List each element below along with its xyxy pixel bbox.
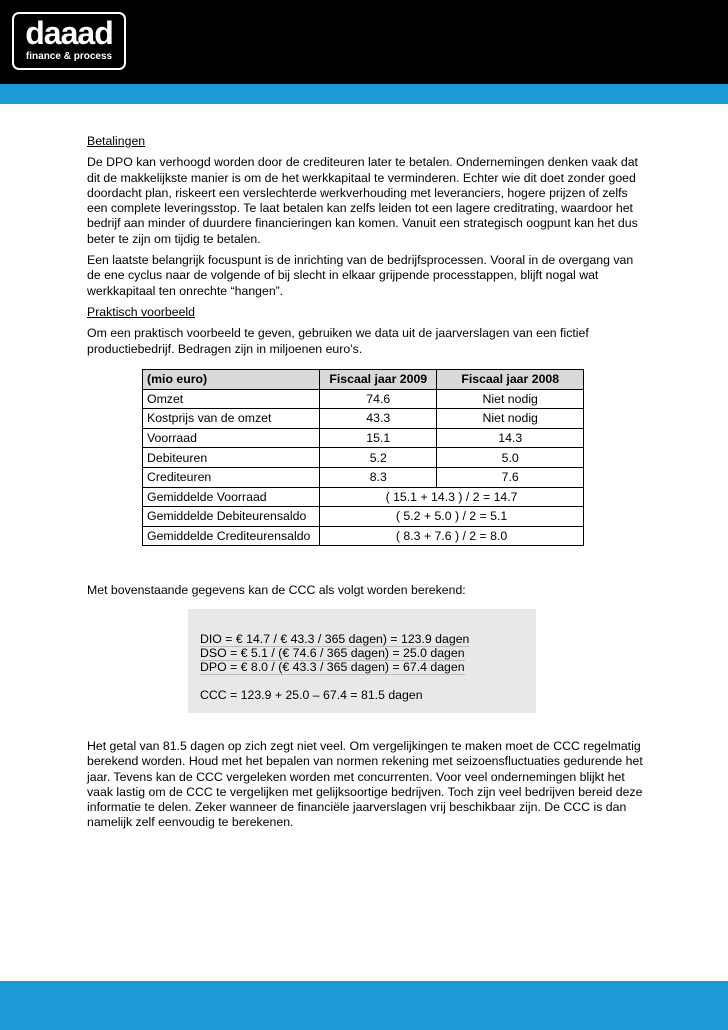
paragraph-conclusion: Het getal van 81.5 dagen op zich zegt niet veel. Om vergelijkingen te maken moet de CCC regelmatig berekend worden. Houd met het bepalen van normen rekening met seizoensfluctuaties gedurende het jaar. Tevens kan de CCC vergeleken worden met concurrenten. Voor veel ondernemingen blijkt het vaak lastig om de CCC te vergelijken met gelijksoortige bedrijven. Toch zijn veel bedrijven bereid deze informatie te delen. Zeker wanneer de financiële jaarverslagen vrij beschikbaar zijn. De CCC is dan namelijk zelf eenvoudig te berekenen. [87,739,643,830]
table-cell: Gemiddelde Debiteurensaldo [143,507,320,527]
dso-text: DSO = € 5.1 / (€ 74.6 / 365 dagen) = 25.0 dagen [200,646,465,660]
calculation-intro: Met bovenstaande gegevens kan de CCC als volgt worden berekend: [87,583,466,597]
dio-formula [200,632,469,646]
table-cell: Niet nodig [437,389,584,409]
daaad-logo [12,12,126,70]
section-heading-betalingen: Betalingen [87,134,146,148]
main-content [87,134,647,363]
table-cell: Omzet [143,389,320,409]
table-row [143,428,584,448]
table-row [143,467,584,487]
calculation-box [188,609,536,713]
table-cell: Debiteuren [143,448,320,468]
table-cell: Crediteuren [143,467,320,487]
table-row [143,487,584,507]
table-formula-cell: ( 8.3 + 7.6 ) / 2 = 8.0 [320,526,584,546]
dpo-formula [200,660,465,674]
table-cell: 5.0 [437,448,584,468]
ccc-formula [200,688,423,702]
table-header-cell: (mio euro) [143,370,320,390]
table-cell: 5.2 [320,448,437,468]
header-band [0,84,728,104]
table-header-row [143,370,584,390]
logo-tagline: finance & process [25,51,113,62]
table-cell: 15.1 [320,428,437,448]
table-row [143,448,584,468]
table-cell: Voorraad [143,428,320,448]
table-row [143,409,584,429]
ccc-text: CCC = 123.9 + 25.0 – 67.4 = 81.5 dagen [200,688,423,702]
logo-name: daaad [25,15,113,51]
table-row [143,389,584,409]
dso-formula [200,646,465,660]
table-formula-cell: ( 5.2 + 5.0 ) / 2 = 5.1 [320,507,584,527]
table-row [143,507,584,527]
table-formula-cell: ( 15.1 + 14.3 ) / 2 = 14.7 [320,487,584,507]
table-cell: Niet nodig [437,409,584,429]
table-cell: 74.6 [320,389,437,409]
section-heading-example: Praktisch voorbeeld [87,304,195,319]
table-cell: 8.3 [320,467,437,487]
table-cell: 14.3 [437,428,584,448]
dio-text: DIO = € 14.7 / € 43.3 / 365 dagen) = 123.9 dagen [200,632,470,646]
table-cell: Gemiddelde Crediteurensaldo [143,526,320,546]
table-cell: 7.6 [437,467,584,487]
page-header [0,0,728,84]
page-footer [0,981,728,1030]
table-cell: 43.3 [320,409,437,429]
table-row [143,526,584,546]
paragraph-example-intro: Om een praktisch voorbeeld te geven, gebruiken we data uit de jaarverslagen van een fictief productiebedrijf. Bedragen zijn in miljoenen euro’s. [87,326,589,356]
dpo-text: DPO = € 8.0 / (€ 43.3 / 365 dagen) = 67.4 dagen [200,660,465,674]
table-header-cell: Fiscaal jaar 2009 [320,370,437,390]
table-cell: Kostprijs van de omzet [143,409,320,429]
paragraph-processes: Een laatste belangrijk focuspunt is de inrichting van de bedrijfsprocessen. Vooral in de overgang van de ene cyclus naar de volgende of bij slecht in elkaar grijpende processtappen, blijft nogal wat werkkapitaal ten onrechte “hangen”. [87,253,634,298]
financial-data-table [142,369,584,546]
table-cell: Gemiddelde Voorraad [143,487,320,507]
paragraph-dpo: De DPO kan verhoogd worden door de crediteuren later te betalen. Ondernemingen denken vaak dat dit de makkelijkste manier is om de het werkkapitaal te verminderen. Echter wie dit doet zonder goed doordacht plan, riskeert een verslechterde werkverhouding met leveranciers, hogere prijzen of zelfs een complete leveringsstop. Te laat betalen kan zelfs leiden tot een lagere creditrating, waardoor het bedrijf aan minder of duurdere financieringen kan komen. Vanuit een strategisch oogpunt kan het dus beter te zijn om tijdig te betalen. [87,155,638,246]
table-header-cell: Fiscaal jaar 2008 [437,370,584,390]
